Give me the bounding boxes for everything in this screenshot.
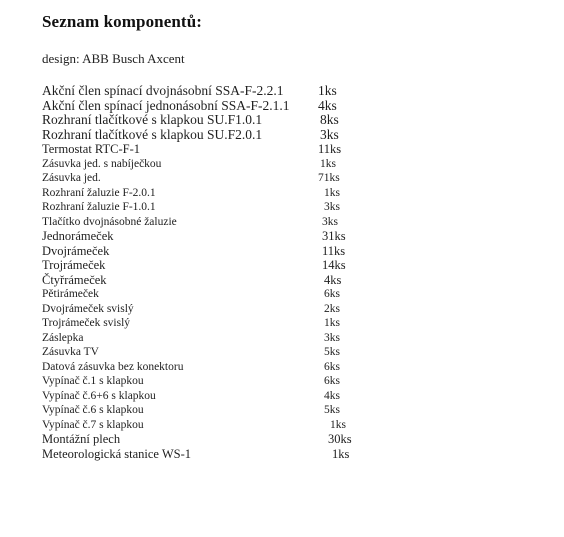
item-name: Meteorologická stanice WS-1 (42, 446, 192, 461)
item-qty: 3ks (324, 331, 340, 344)
list-item (42, 374, 522, 389)
item-qty: 71ks (318, 172, 340, 184)
item-qty: 8ks (320, 112, 339, 127)
component-list (42, 84, 522, 461)
item-name: Rozhraní žaluzie F-1.0.1 (42, 201, 156, 213)
item-name: Trojrámeček svislý (42, 317, 131, 329)
item-qty: 1ks (332, 446, 350, 461)
list-item (42, 418, 522, 433)
item-qty: 6ks (324, 288, 340, 300)
list-item (42, 229, 522, 244)
item-name: Akční člen spínací dvojnásobní SSA-F-2.2.1 (42, 83, 284, 98)
item-name: Tlačítko dvojnásobné žaluzie (42, 215, 177, 228)
item-name: Vypínač č.7 s klapkou (42, 418, 144, 431)
item-name: Pětirámeček (42, 288, 99, 300)
item-name: Vypínač č.1 s klapkou (42, 375, 144, 387)
page-title: Seznam komponentů: (42, 12, 203, 31)
list-item (42, 200, 522, 215)
list-item (42, 447, 522, 462)
item-qty: 3ks (320, 126, 339, 142)
item-name: Datová zásuvka bez konektoru (42, 360, 184, 373)
item-qty: 4ks (324, 389, 340, 402)
item-qty: 4ks (324, 272, 342, 287)
item-qty: 5ks (324, 346, 340, 358)
item-qty: 1ks (324, 317, 340, 329)
item-name: Zásuvka jed. (42, 172, 101, 184)
list-item (42, 171, 522, 186)
item-name: Dvojrámeček svislý (42, 302, 134, 315)
list-item (42, 345, 522, 360)
list-item (42, 186, 522, 201)
list-item (42, 99, 522, 114)
list-item (42, 128, 522, 143)
list-item (42, 273, 522, 288)
item-qty: 11ks (322, 243, 346, 258)
item-qty: 1ks (320, 157, 336, 170)
list-item (42, 389, 522, 404)
item-name: Rozhraní tlačítkové s klapkou SU.F2.0.1 (42, 126, 263, 142)
list-item (42, 113, 522, 128)
item-qty: 30ks (328, 432, 352, 446)
item-qty: 1ks (324, 186, 340, 199)
item-name: Montážní plech (42, 432, 121, 446)
list-item (42, 215, 522, 230)
item-name: Zásuvka TV (42, 346, 99, 358)
item-qty: 3ks (322, 215, 338, 228)
item-name: Jednorámeček (42, 229, 114, 243)
item-qty: 14ks (322, 258, 346, 272)
design-line: design: ABB Busch Axcent (42, 51, 185, 66)
item-name: Termostat RTC-F-1 (42, 142, 141, 156)
item-qty: 6ks (324, 360, 340, 373)
list-item (42, 331, 522, 346)
list-item (42, 316, 522, 331)
item-name: Vypínač č.6+6 s klapkou (42, 389, 156, 402)
item-name: Čtyřrámeček (42, 272, 107, 287)
item-name: Akční člen spínací jednonásobní SSA-F-2.1.1 (42, 97, 290, 113)
list-item (42, 302, 522, 317)
list-item (42, 142, 522, 157)
item-qty: 2ks (324, 302, 340, 315)
item-qty: 1ks (330, 418, 346, 431)
list-item (42, 157, 522, 172)
item-name: Záslepka (42, 331, 84, 344)
list-item (42, 432, 522, 447)
item-name: Rozhraní žaluzie F-2.0.1 (42, 186, 156, 199)
item-name: Zásuvka jed. s nabíječkou (42, 157, 162, 170)
item-name: Dvojrámeček (42, 243, 110, 258)
list-item (42, 84, 522, 99)
item-qty: 6ks (324, 375, 340, 387)
item-name: Rozhraní tlačítkové s klapkou SU.F1.0.1 (42, 112, 263, 127)
item-qty: 11ks (318, 142, 342, 156)
item-name: Trojrámeček (42, 258, 106, 272)
item-qty: 31ks (322, 229, 346, 243)
list-item (42, 287, 522, 302)
item-qty: 4ks (318, 97, 337, 113)
item-qty: 3ks (324, 201, 340, 213)
list-item (42, 258, 522, 273)
item-name: Vypínač č.6 s klapkou (42, 404, 144, 416)
item-qty: 5ks (324, 404, 340, 416)
list-item (42, 244, 522, 259)
item-qty: 1ks (318, 83, 337, 98)
list-item (42, 360, 522, 375)
list-item (42, 403, 522, 418)
